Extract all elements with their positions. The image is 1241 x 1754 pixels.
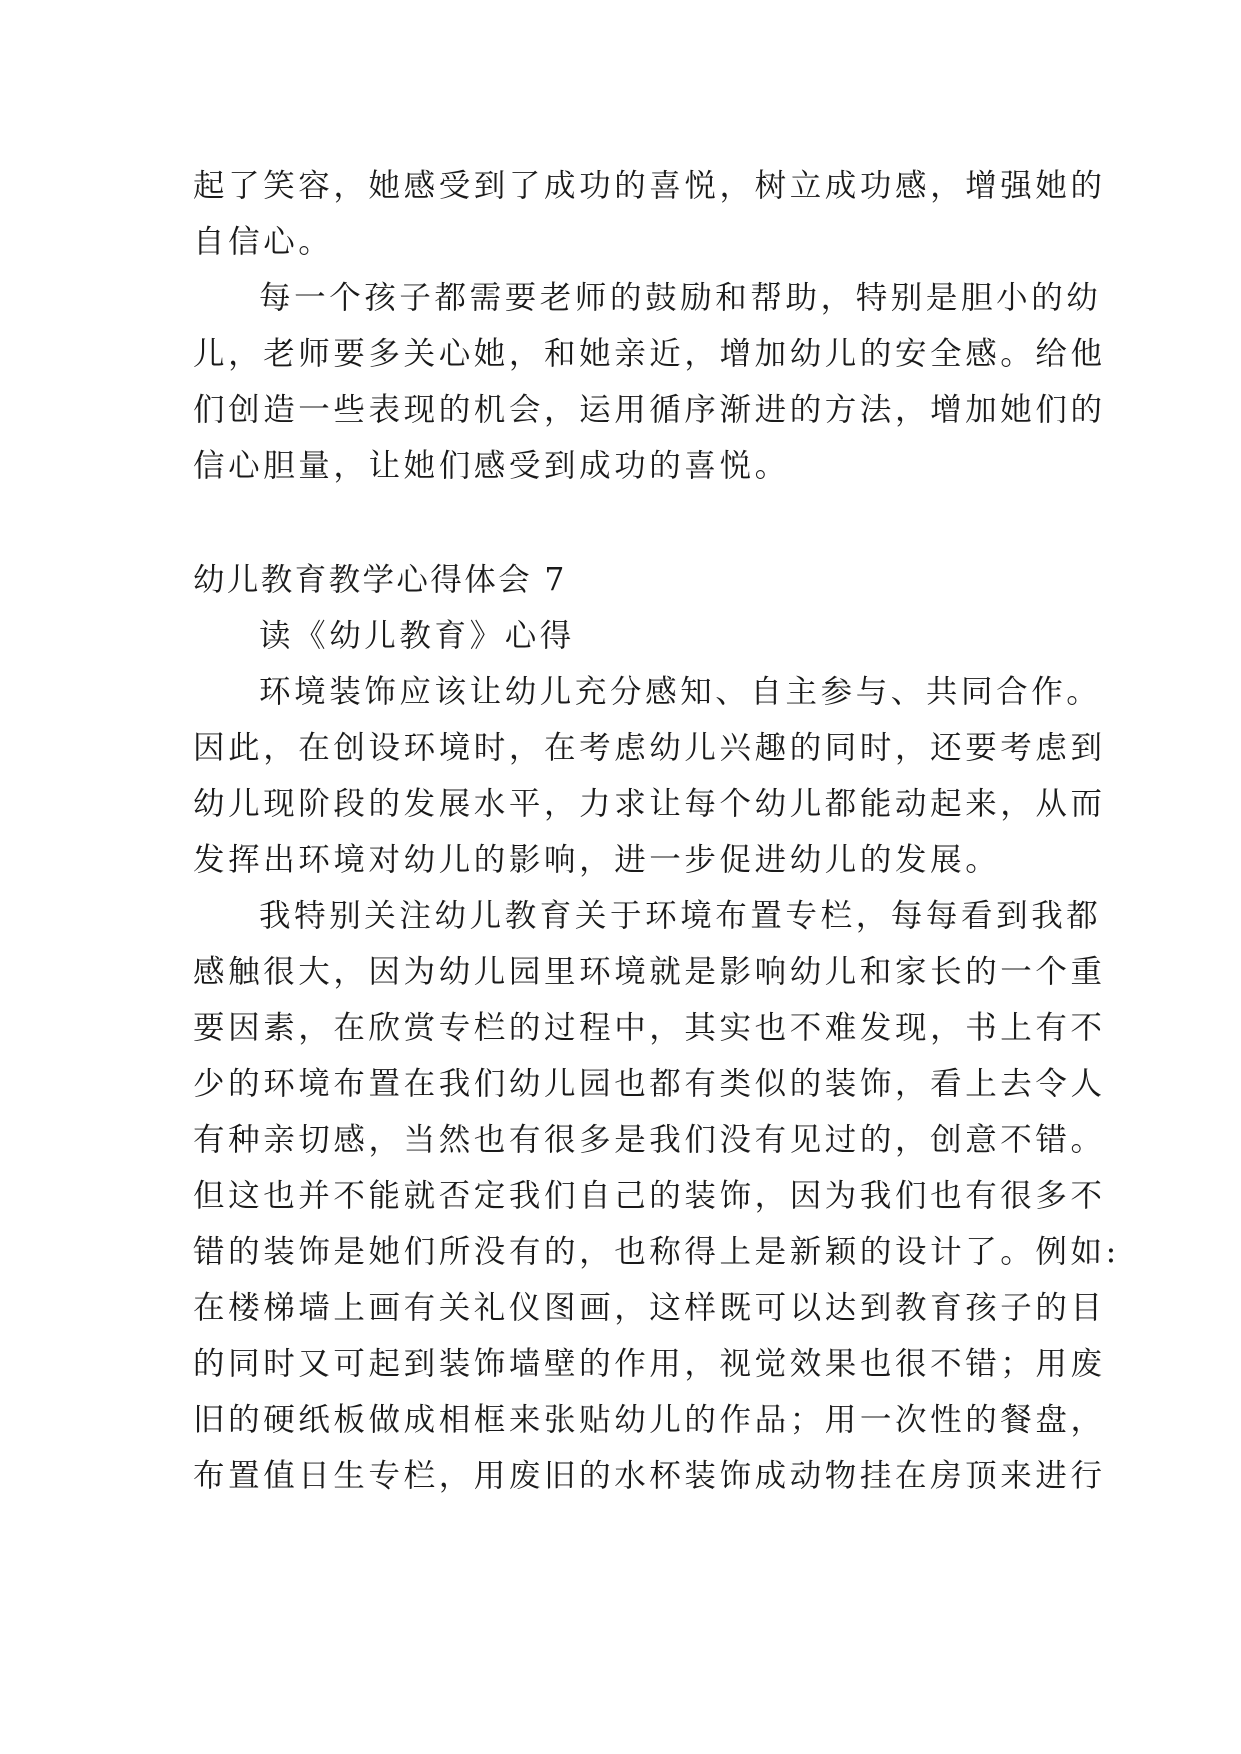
text-line: 因此，在创设环境时，在考虑幼儿兴趣的同时，还要考虑到 (193, 730, 1106, 766)
text-line: 起了笑容，她感受到了成功的喜悦，树立成功感，增强她的 (193, 168, 1106, 204)
text-line: 布置值日生专栏，用废旧的水杯装饰成动物挂在房顶来进行 (193, 1458, 1106, 1494)
text-line: 自信心。 (193, 224, 334, 260)
text-line: 感触很大，因为幼儿园里环境就是影响幼儿和家长的一个重 (193, 954, 1106, 990)
text-line: 发挥出环境对幼儿的影响，进一步促进幼儿的发展。 (193, 842, 1001, 878)
paragraph-first-line: 环境装饰应该让幼儿充分感知、自主参与、共同合作。 (259, 674, 1102, 710)
text-line: 的同时又可起到装饰墙壁的作用，视觉效果也很不错；用废 (193, 1346, 1106, 1382)
section-spacer (193, 494, 1055, 552)
text-line: 要因素，在欣赏专栏的过程中，其实也不难发现，书上有不 (193, 1010, 1106, 1046)
text-line: 有种亲切感，当然也有很多是我们没有见过的，创意不错。 (193, 1122, 1106, 1158)
text-line: 幼儿现阶段的发展水平，力求让每个幼儿都能动起来，从而 (193, 786, 1106, 822)
text-line: 但这也并不能就否定我们自己的装饰，因为我们也有很多不 (193, 1178, 1106, 1214)
text-line: 旧的硬纸板做成相框来张贴幼儿的作品；用一次性的餐盘， (193, 1402, 1106, 1438)
text-line: 儿，老师要多关心她，和她亲近，增加幼儿的安全感。给他 (193, 336, 1106, 372)
paragraph-first-line: 我特别关注幼儿教育关于环境布置专栏，每每看到我都 (259, 898, 1102, 934)
text-line: 错的装饰是她们所没有的，也称得上是新颖的设计了。例如: (193, 1234, 1120, 1270)
document-body (193, 158, 1120, 1504)
article-subtitle: 读《幼儿教育》心得 (259, 618, 575, 654)
section-heading: 幼儿教育教学心得体会 7 (193, 562, 567, 598)
text-line: 在楼梯墙上画有关礼仪图画，这样既可以达到教育孩子的目 (193, 1290, 1106, 1326)
paragraph-first-line: 每一个孩子都需要老师的鼓励和帮助，特别是胆小的幼 (259, 280, 1102, 316)
text-line: 们创造一些表现的机会，运用循序渐进的方法，增加她们的 (193, 392, 1106, 428)
text-line: 少的环境布置在我们幼儿园也都有类似的装饰，看上去令人 (193, 1066, 1106, 1102)
text-line: 信心胆量，让她们感受到成功的喜悦。 (193, 448, 790, 484)
